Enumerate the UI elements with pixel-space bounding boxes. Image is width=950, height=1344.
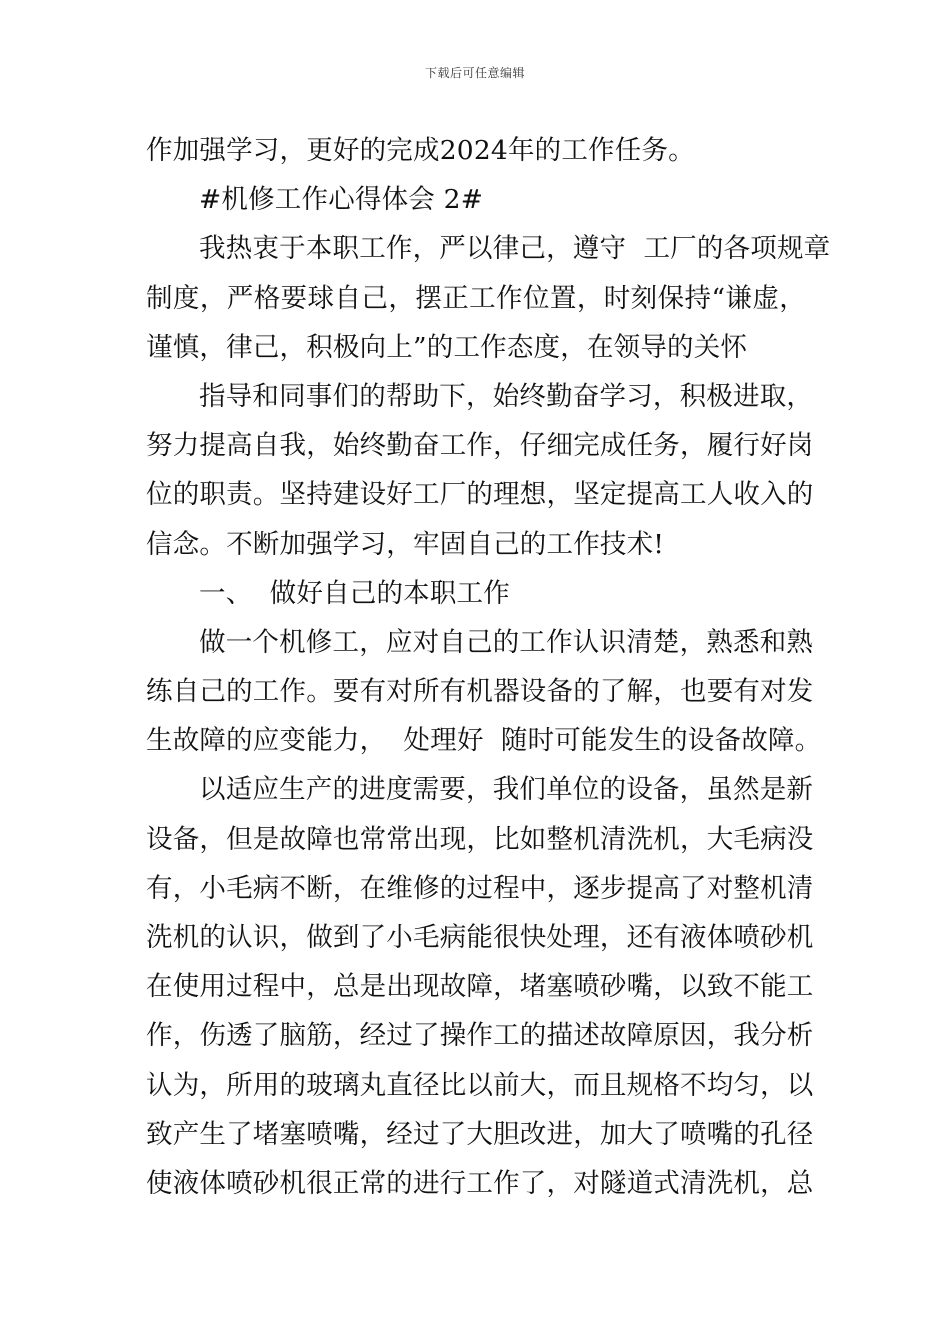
paragraph-line: 努力提高自我，始终勤奋工作，仔细完成任务，履行好岗 [146,430,814,462]
paragraph-line: 在使用过程中，总是出现故障，堵塞喷砂嘴，以致不能工 [146,971,814,1003]
paragraph-line: 做一个机修工，应对自己的工作认识清楚，熟悉和熟 [199,626,814,658]
document-body [146,126,831,1208]
paragraph-line: 制度，严格要球自己，摆正工作位置，时刻保持“谦虚， [146,282,806,314]
paragraph-line: 认为，所用的玻璃丸直径比以前大，而且规格不均匀，以 [146,1069,814,1101]
paragraph-line: 生故障的应变能力， 处理好 随时可能发生的设备故障。 [146,725,822,757]
paragraph-line: 使液体喷砂机很正常的进行工作了，对隧道式清洗机，总 [146,1167,814,1199]
paragraph-line: 练自己的工作。要有对所有机器设备的了解，也要有对发 [146,676,814,708]
paragraph-line: 有，小毛病不断，在维修的过程中，逐步提高了对整机清 [146,872,814,904]
paragraph-line: 以适应生产的进度需要，我们单位的设备，虽然是新 [199,774,814,806]
paragraph-line: 我热衷于本职工作，严以律己，遵守 工厂的各项规章 [199,233,831,265]
page-header-note: 下载后可任意编辑 [424,66,525,80]
section-heading: #机修工作心得体会 2# [199,184,484,216]
paragraph-line: 作加强学习，更好的完成2024年的工作任务。 [146,135,695,166]
paragraph-line: 指导和同事们的帮助下，始终勤奋学习，积极进取， [199,380,814,412]
paragraph-line: 作，伤透了脑筋，经过了操作工的描述故障原因，我分析 [146,1020,814,1052]
section-heading: 一、 做好自己的本职工作 [199,577,510,609]
paragraph-line: 位的职责。坚持建设好工厂的理想，坚定提高工人收入的 [146,479,814,511]
paragraph-line: 设备，但是故障也常常出现，比如整机清洗机，大毛病没 [146,823,814,855]
paragraph-line: 信念。不断加强学习，牢固自己的工作技术! [146,528,665,560]
paragraph-line: 洗机的认识，做到了小毛病能很快处理，还有液体喷砂机 [146,922,814,953]
paragraph-line: 致产生了堵塞喷嘴，经过了大胆改进，加大了喷嘴的孔径 [146,1118,814,1150]
paragraph-line: 谨慎，律己，积极向上”的工作态度，在领导的关怀 [146,331,748,363]
